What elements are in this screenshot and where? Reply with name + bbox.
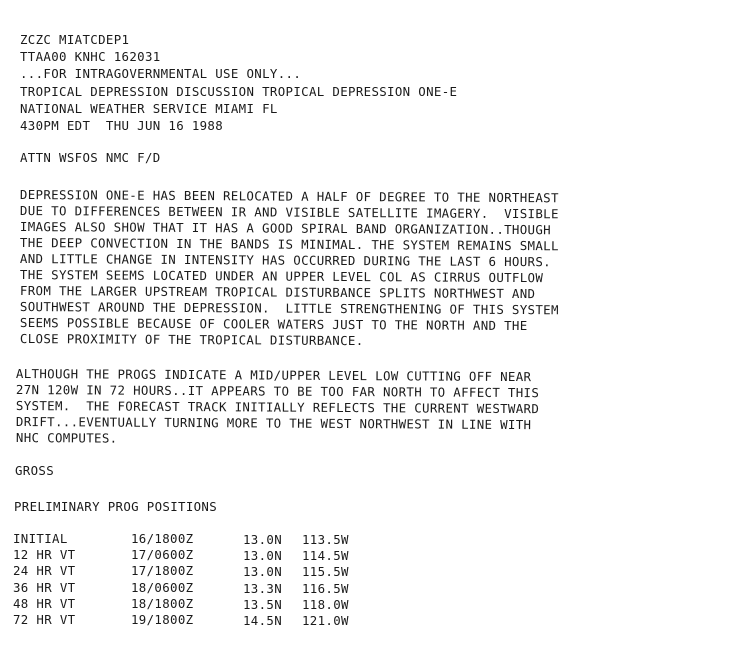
row-lon: 115.5W — [302, 564, 349, 579]
attention-line: ATTN WSFOS NMC F/D — [20, 150, 161, 165]
row-time: 18/1800Z — [131, 596, 194, 611]
row-lon: 116.5W — [302, 581, 349, 596]
paragraph-2-line: ALTHOUGH THE PROGS INDICATE A MID/UPPER LEVEL LOW CUTTING OFF NEAR — [15, 366, 532, 385]
row-label: 24 HR VT — [13, 563, 76, 578]
row-label: 36 HR VT — [13, 580, 76, 595]
row-label: INITIAL — [13, 531, 68, 546]
header-line-5: NATIONAL WEATHER SERVICE MIAMI FL — [20, 101, 278, 116]
row-label: 72 HR VT — [13, 612, 76, 627]
row-label: 12 HR VT — [13, 547, 76, 562]
paragraph-1-line: THE DEEP CONVECTION IN THE BANDS IS MINIMAL. THE SYSTEM REMAINS SMALL — [19, 235, 559, 254]
paragraph-1-line: CLOSE PROXIMITY OF THE TROPICAL DISTURBANCE. — [19, 331, 364, 349]
header-line-1: ZCZC MIATCDEP1 — [20, 32, 130, 47]
row-time: 19/1800Z — [131, 612, 194, 627]
row-lon: 113.5W — [302, 532, 349, 547]
paragraph-1-line: DUE TO DIFFERENCES BETWEEN IR AND VISIBLE SATELLITE IMAGERY. VISIBLE — [19, 203, 559, 222]
paragraph-1-line: IMAGES ALSO SHOW THAT IT HAS A GOOD SPIRAL BAND ORGANIZATION..THOUGH — [19, 219, 552, 238]
paragraph-2-line: 27N 120W IN 72 HOURS..IT APPEARS TO BE TOO FAR NORTH TO AFFECT THIS — [15, 382, 540, 401]
row-time: 16/1800Z — [131, 531, 194, 546]
row-time: 18/0600Z — [131, 580, 194, 595]
row-lat: 13.0N — [243, 532, 283, 547]
row-time: 17/1800Z — [131, 563, 194, 578]
row-lat: 13.0N — [243, 548, 283, 563]
paragraph-1-line: FROM THE LARGER UPSTREAM TROPICAL DISTURBANCE SPLITS NORTHWEST AND — [19, 283, 536, 302]
row-lat: 13.5N — [243, 597, 283, 612]
row-lat: 13.0N — [243, 564, 283, 579]
row-lat: 13.3N — [243, 581, 283, 596]
row-time: 17/0600Z — [131, 547, 194, 562]
header-line-6: 430PM EDT THU JUN 16 1988 — [20, 118, 224, 133]
header-line-3: ...FOR INTRAGOVERNMENTAL USE ONLY... — [20, 66, 302, 81]
header-line-4: TROPICAL DEPRESSION DISCUSSION TROPICAL DEPRESSION ONE-E — [20, 84, 458, 99]
paragraph-2-line: NHC COMPUTES. — [15, 430, 118, 446]
paragraph-1-line: AND LITTLE CHANGE IN INTENSITY HAS OCCURRED DURING THE LAST 6 HOURS. — [19, 251, 552, 270]
paragraph-2-line: DRIFT...EVENTUALLY TURNING MORE TO THE WEST NORTHWEST IN LINE WITH — [15, 414, 532, 433]
row-lon: 114.5W — [302, 548, 349, 563]
signature: GROSS — [15, 463, 55, 478]
row-lat: 14.5N — [243, 613, 283, 628]
row-lon: 118.0W — [302, 597, 349, 612]
paragraph-1-line: THE SYSTEM SEEMS LOCATED UNDER AN UPPER LEVEL COL AS CIRRUS OUTFLOW — [19, 267, 544, 286]
header-line-2: TTAA00 KNHC 162031 — [20, 49, 161, 64]
row-label: 48 HR VT — [13, 596, 76, 611]
paragraph-1-line: SEEMS POSSIBLE BECAUSE OF COOLER WATERS JUST TO THE NORTH AND THE — [19, 315, 528, 334]
paragraph-1-line: SOUTHWEST AROUND THE DEPRESSION. LITTLE STRENGTHENING OF THIS SYSTEM — [19, 299, 559, 318]
row-lon: 121.0W — [302, 613, 349, 628]
prog-title: PRELIMINARY PROG POSITIONS — [14, 499, 218, 514]
paragraph-2-line: SYSTEM. THE FORECAST TRACK INITIALLY REFLECTS THE CURRENT WESTWARD — [15, 398, 540, 417]
paragraph-1-line: DEPRESSION ONE-E HAS BEEN RELOCATED A HALF OF DEGREE TO THE NORTHEAST — [19, 187, 559, 206]
